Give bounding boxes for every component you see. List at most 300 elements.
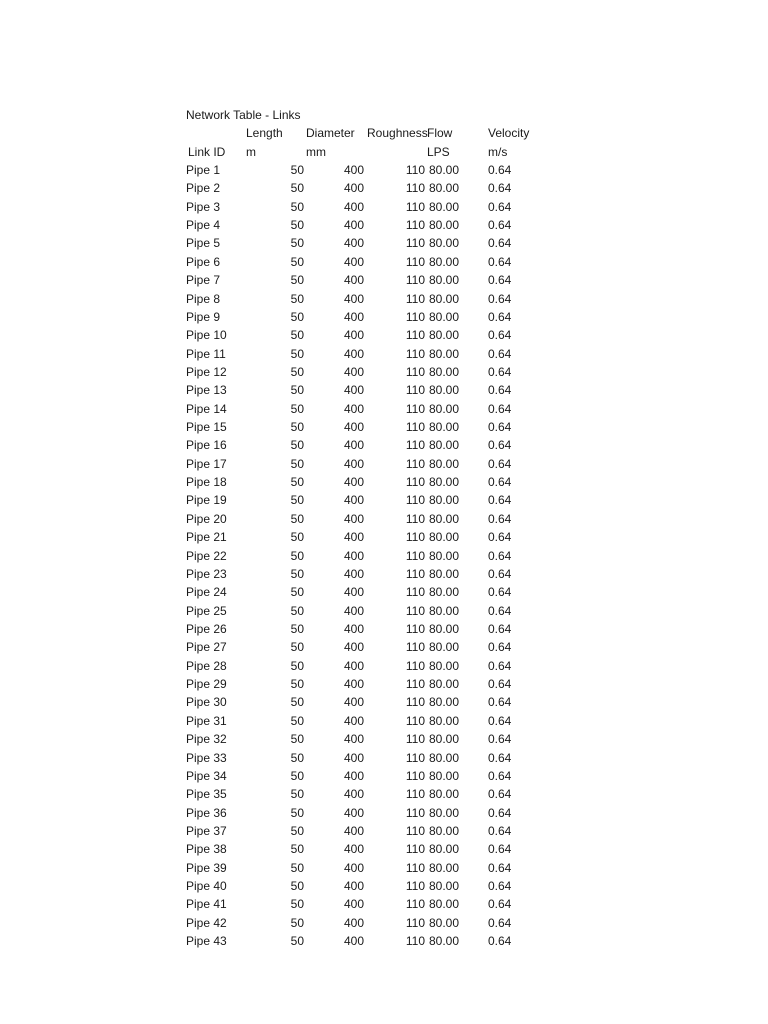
cell-length: 50 [290, 897, 304, 912]
table-row [0, 915, 768, 933]
cell-velocity: 0.64 [488, 915, 512, 930]
cell-flow: 80.00 [428, 438, 459, 453]
cell-length: 50 [290, 621, 304, 636]
cell-velocity: 0.64 [488, 860, 512, 875]
cell-velocity: 0.64 [488, 383, 512, 398]
cell-roughness: 110 [405, 732, 425, 747]
cell-diameter: 400 [343, 218, 364, 233]
cell-link-id: Pipe 35 [186, 787, 227, 802]
cell-velocity: 0.64 [488, 530, 512, 545]
cell-roughness: 110 [405, 475, 425, 490]
cell-diameter: 400 [343, 934, 364, 949]
cell-link-id: Pipe 38 [186, 842, 227, 857]
cell-flow: 80.00 [428, 401, 459, 416]
cell-flow: 80.00 [428, 823, 459, 838]
cell-link-id: Pipe 27 [186, 640, 227, 655]
cell-diameter: 400 [343, 695, 364, 710]
cell-link-id: Pipe 32 [186, 732, 227, 747]
cell-length: 50 [290, 236, 304, 251]
cell-velocity: 0.64 [488, 823, 512, 838]
cell-flow: 80.00 [428, 860, 459, 875]
table-row [0, 437, 768, 455]
cell-length: 50 [290, 566, 304, 581]
cell-roughness: 110 [405, 309, 425, 324]
cell-roughness: 110 [405, 842, 425, 857]
cell-diameter: 400 [343, 493, 364, 508]
cell-flow: 80.00 [428, 420, 459, 435]
cell-velocity: 0.64 [488, 695, 512, 710]
cell-velocity: 0.64 [488, 475, 512, 490]
cell-diameter: 400 [343, 640, 364, 655]
table-row [0, 805, 768, 823]
cell-roughness: 110 [405, 438, 425, 453]
cell-flow: 80.00 [428, 273, 459, 288]
table-row [0, 401, 768, 419]
cell-length: 50 [290, 438, 304, 453]
cell-link-id: Pipe 11 [186, 346, 226, 361]
cell-flow: 80.00 [428, 677, 459, 692]
cell-diameter: 400 [343, 328, 364, 343]
cell-velocity: 0.64 [488, 621, 512, 636]
cell-velocity: 0.64 [488, 309, 512, 324]
cell-velocity: 0.64 [488, 677, 512, 692]
table-row [0, 694, 768, 712]
header-length-unit: m [246, 145, 256, 159]
cell-diameter: 400 [343, 658, 364, 673]
cell-velocity: 0.64 [488, 163, 512, 177]
cell-diameter: 400 [343, 475, 364, 490]
cell-link-id: Pipe 30 [186, 695, 227, 710]
cell-length: 50 [290, 291, 304, 306]
cell-link-id: Pipe 15 [186, 420, 227, 435]
cell-flow: 80.00 [428, 805, 459, 820]
cell-length: 50 [290, 695, 304, 710]
cell-link-id: Pipe 20 [186, 511, 227, 526]
cell-link-id: Pipe 12 [186, 364, 227, 379]
table-row [0, 584, 768, 602]
cell-length: 50 [290, 511, 304, 526]
cell-length: 50 [290, 181, 304, 196]
cell-diameter: 400 [343, 750, 364, 765]
cell-diameter: 400 [343, 364, 364, 379]
table-row [0, 272, 768, 290]
cell-length: 50 [290, 860, 304, 875]
cell-link-id: Pipe 24 [186, 585, 227, 600]
cell-diameter: 400 [343, 420, 364, 435]
cell-flow: 80.00 [428, 768, 459, 783]
cell-roughness: 110 [405, 548, 425, 563]
cell-length: 50 [290, 805, 304, 820]
cell-flow: 80.00 [428, 511, 459, 526]
table-title: Network Table - Links [186, 108, 301, 122]
cell-flow: 80.00 [428, 383, 459, 398]
cell-roughness: 110 [405, 860, 425, 875]
cell-diameter: 400 [343, 511, 364, 526]
table-row [0, 492, 768, 510]
cell-roughness: 110 [405, 199, 425, 214]
cell-roughness: 110 [405, 420, 425, 435]
cell-length: 50 [290, 585, 304, 600]
cell-roughness: 110 [405, 640, 425, 655]
table-row [0, 896, 768, 914]
cell-velocity: 0.64 [488, 934, 512, 949]
cell-velocity: 0.64 [488, 640, 512, 655]
cell-roughness: 110 [405, 603, 425, 618]
cell-diameter: 400 [343, 823, 364, 838]
cell-length: 50 [290, 842, 304, 857]
cell-roughness: 110 [405, 897, 425, 912]
cell-link-id: Pipe 26 [186, 621, 227, 636]
cell-link-id: Pipe 21 [186, 530, 227, 545]
cell-length: 50 [290, 309, 304, 324]
cell-velocity: 0.64 [488, 456, 512, 471]
cell-flow: 80.00 [428, 713, 459, 728]
cell-link-id: Pipe 42 [186, 915, 227, 930]
cell-diameter: 400 [343, 787, 364, 802]
cell-velocity: 0.64 [488, 364, 512, 379]
cell-length: 50 [290, 934, 304, 949]
cell-flow: 80.00 [428, 364, 459, 379]
cell-link-id: Pipe 2 [186, 181, 221, 196]
cell-roughness: 110 [405, 768, 425, 783]
table-row [0, 529, 768, 547]
cell-flow: 80.00 [428, 750, 459, 765]
cell-link-id: Pipe 16 [186, 438, 227, 453]
table-row [0, 217, 768, 235]
cell-flow: 80.00 [428, 199, 459, 214]
table-row [0, 346, 768, 364]
cell-flow: 80.00 [428, 254, 459, 269]
cell-diameter: 400 [343, 530, 364, 545]
cell-velocity: 0.64 [488, 254, 512, 269]
cell-diameter: 400 [343, 713, 364, 728]
table-row [0, 511, 768, 529]
cell-diameter: 400 [343, 805, 364, 820]
cell-roughness: 110 [405, 805, 425, 820]
table-row [0, 180, 768, 198]
cell-link-id: Pipe 28 [186, 658, 227, 673]
cell-link-id: Pipe 9 [186, 309, 221, 324]
cell-velocity: 0.64 [488, 713, 512, 728]
cell-flow: 80.00 [428, 291, 459, 306]
cell-roughness: 110 [405, 823, 425, 838]
cell-length: 50 [290, 787, 304, 802]
cell-link-id: Pipe 7 [186, 273, 221, 288]
cell-diameter: 400 [343, 897, 364, 912]
cell-flow: 80.00 [428, 493, 459, 508]
cell-roughness: 110 [405, 346, 425, 361]
table-row [0, 860, 768, 878]
cell-diameter: 400 [343, 732, 364, 747]
cell-roughness: 110 [405, 915, 425, 930]
cell-velocity: 0.64 [488, 548, 512, 563]
cell-velocity: 0.64 [488, 750, 512, 765]
cell-roughness: 110 [405, 713, 425, 728]
table-row [0, 382, 768, 400]
table-row [0, 566, 768, 584]
cell-velocity: 0.64 [488, 585, 512, 600]
cell-link-id: Pipe 8 [186, 291, 221, 306]
cell-link-id: Pipe 41 [186, 897, 227, 912]
cell-length: 50 [290, 401, 304, 416]
cell-roughness: 110 [405, 328, 425, 343]
cell-velocity: 0.64 [488, 199, 512, 214]
table-row [0, 639, 768, 657]
cell-velocity: 0.64 [488, 566, 512, 581]
cell-diameter: 400 [343, 768, 364, 783]
cell-link-id: Pipe 40 [186, 879, 227, 894]
cell-flow: 80.00 [428, 181, 459, 196]
table-row [0, 364, 768, 382]
cell-flow: 80.00 [428, 456, 459, 471]
cell-link-id: Pipe 4 [186, 218, 221, 233]
table-body [0, 162, 768, 951]
table-row [0, 291, 768, 309]
cell-roughness: 110 [405, 364, 425, 379]
cell-link-id: Pipe 31 [186, 713, 227, 728]
header-velocity: Velocity [488, 126, 530, 140]
cell-diameter: 400 [343, 199, 364, 214]
header-flow: Flow [427, 126, 453, 140]
cell-length: 50 [290, 548, 304, 563]
cell-diameter: 400 [343, 566, 364, 581]
cell-link-id: Pipe 1 [186, 163, 221, 177]
cell-velocity: 0.64 [488, 273, 512, 288]
cell-flow: 80.00 [428, 163, 459, 177]
cell-velocity: 0.64 [488, 732, 512, 747]
table-row [0, 309, 768, 327]
cell-length: 50 [290, 530, 304, 545]
cell-diameter: 400 [343, 309, 364, 324]
table-row [0, 621, 768, 639]
cell-length: 50 [290, 493, 304, 508]
cell-diameter: 400 [343, 860, 364, 875]
cell-diameter: 400 [343, 163, 364, 177]
header-flow-unit: LPS [427, 145, 450, 159]
cell-flow: 80.00 [428, 218, 459, 233]
cell-flow: 80.00 [428, 658, 459, 673]
cell-roughness: 110 [405, 236, 425, 251]
cell-velocity: 0.64 [488, 346, 512, 361]
cell-roughness: 110 [405, 291, 425, 306]
cell-roughness: 110 [405, 254, 425, 269]
cell-diameter: 400 [343, 254, 364, 269]
cell-flow: 80.00 [428, 732, 459, 747]
cell-velocity: 0.64 [488, 603, 512, 618]
cell-roughness: 110 [405, 621, 425, 636]
cell-roughness: 110 [405, 677, 425, 692]
cell-link-id: Pipe 6 [186, 254, 221, 269]
cell-roughness: 110 [405, 383, 425, 398]
table-row [0, 878, 768, 896]
table-row [0, 327, 768, 345]
table-row [0, 731, 768, 749]
cell-diameter: 400 [343, 438, 364, 453]
table-row [0, 750, 768, 768]
cell-diameter: 400 [343, 621, 364, 636]
table-row [0, 823, 768, 841]
cell-roughness: 110 [405, 181, 425, 196]
cell-link-id: Pipe 18 [186, 475, 227, 490]
table-row [0, 419, 768, 437]
cell-length: 50 [290, 199, 304, 214]
cell-flow: 80.00 [428, 787, 459, 802]
cell-roughness: 110 [405, 218, 425, 233]
cell-link-id: Pipe 36 [186, 805, 227, 820]
cell-velocity: 0.64 [488, 768, 512, 783]
cell-velocity: 0.64 [488, 658, 512, 673]
cell-flow: 80.00 [428, 695, 459, 710]
table-row [0, 548, 768, 566]
cell-roughness: 110 [405, 401, 425, 416]
cell-diameter: 400 [343, 291, 364, 306]
cell-velocity: 0.64 [488, 181, 512, 196]
cell-length: 50 [290, 768, 304, 783]
cell-flow: 80.00 [428, 879, 459, 894]
cell-length: 50 [290, 254, 304, 269]
cell-roughness: 110 [405, 787, 425, 802]
cell-roughness: 110 [405, 273, 425, 288]
table-row [0, 786, 768, 804]
cell-length: 50 [290, 475, 304, 490]
cell-roughness: 110 [405, 456, 425, 471]
cell-flow: 80.00 [428, 236, 459, 251]
cell-length: 50 [290, 420, 304, 435]
cell-length: 50 [290, 328, 304, 343]
cell-diameter: 400 [343, 346, 364, 361]
table-row [0, 658, 768, 676]
cell-velocity: 0.64 [488, 511, 512, 526]
table-row [0, 603, 768, 621]
cell-flow: 80.00 [428, 603, 459, 618]
cell-roughness: 110 [405, 566, 425, 581]
cell-length: 50 [290, 456, 304, 471]
header-diameter-unit: mm [306, 145, 326, 159]
table-row [0, 713, 768, 731]
cell-velocity: 0.64 [488, 328, 512, 343]
cell-velocity: 0.64 [488, 879, 512, 894]
cell-velocity: 0.64 [488, 438, 512, 453]
cell-velocity: 0.64 [488, 897, 512, 912]
cell-velocity: 0.64 [488, 787, 512, 802]
cell-length: 50 [290, 732, 304, 747]
cell-length: 50 [290, 677, 304, 692]
cell-link-id: Pipe 14 [186, 401, 227, 416]
cell-flow: 80.00 [428, 640, 459, 655]
cell-length: 50 [290, 383, 304, 398]
cell-diameter: 400 [343, 585, 364, 600]
cell-length: 50 [290, 823, 304, 838]
cell-link-id: Pipe 17 [186, 456, 227, 471]
cell-velocity: 0.64 [488, 218, 512, 233]
cell-link-id: Pipe 25 [186, 603, 227, 618]
cell-flow: 80.00 [428, 897, 459, 912]
table-row [0, 841, 768, 859]
cell-link-id: Pipe 13 [186, 383, 227, 398]
header-diameter: Diameter [306, 126, 355, 140]
cell-roughness: 110 [405, 511, 425, 526]
cell-length: 50 [290, 658, 304, 673]
table-row [0, 474, 768, 492]
cell-roughness: 110 [405, 879, 425, 894]
cell-diameter: 400 [343, 842, 364, 857]
table-row [0, 933, 768, 951]
cell-flow: 80.00 [428, 842, 459, 857]
header-roughness: Roughness [367, 126, 428, 140]
cell-diameter: 400 [343, 273, 364, 288]
cell-link-id: Pipe 10 [186, 328, 227, 343]
cell-length: 50 [290, 364, 304, 379]
cell-diameter: 400 [343, 401, 364, 416]
cell-roughness: 110 [405, 493, 425, 508]
cell-flow: 80.00 [428, 346, 459, 361]
header-link-id: Link ID [188, 145, 226, 159]
cell-length: 50 [290, 915, 304, 930]
cell-flow: 80.00 [428, 915, 459, 930]
cell-link-id: Pipe 22 [186, 548, 227, 563]
cell-roughness: 110 [405, 695, 425, 710]
table-row [0, 254, 768, 272]
cell-flow: 80.00 [428, 548, 459, 563]
cell-velocity: 0.64 [488, 842, 512, 857]
cell-diameter: 400 [343, 548, 364, 563]
cell-link-id: Pipe 5 [186, 236, 221, 251]
cell-flow: 80.00 [428, 585, 459, 600]
cell-length: 50 [290, 713, 304, 728]
cell-flow: 80.00 [428, 328, 459, 343]
cell-length: 50 [290, 879, 304, 894]
cell-roughness: 110 [405, 530, 425, 545]
cell-roughness: 110 [405, 658, 425, 673]
header-velocity-unit: m/s [488, 145, 508, 159]
cell-velocity: 0.64 [488, 805, 512, 820]
cell-flow: 80.00 [428, 934, 459, 949]
cell-link-id: Pipe 33 [186, 750, 227, 765]
table-row [0, 162, 768, 180]
cell-flow: 80.00 [428, 566, 459, 581]
table-row [0, 235, 768, 253]
cell-flow: 80.00 [428, 530, 459, 545]
cell-length: 50 [290, 750, 304, 765]
cell-flow: 80.00 [428, 621, 459, 636]
cell-link-id: Pipe 3 [186, 199, 221, 214]
cell-flow: 80.00 [428, 475, 459, 490]
cell-velocity: 0.64 [488, 420, 512, 435]
cell-length: 50 [290, 163, 304, 177]
cell-length: 50 [290, 603, 304, 618]
cell-link-id: Pipe 43 [186, 934, 227, 949]
table-row [0, 768, 768, 786]
cell-diameter: 400 [343, 236, 364, 251]
cell-diameter: 400 [343, 456, 364, 471]
cell-length: 50 [290, 640, 304, 655]
cell-diameter: 400 [343, 677, 364, 692]
cell-link-id: Pipe 39 [186, 860, 227, 875]
cell-velocity: 0.64 [488, 291, 512, 306]
cell-flow: 80.00 [428, 309, 459, 324]
cell-diameter: 400 [343, 383, 364, 398]
cell-link-id: Pipe 29 [186, 677, 227, 692]
cell-roughness: 110 [405, 585, 425, 600]
table-row [0, 676, 768, 694]
cell-velocity: 0.64 [488, 493, 512, 508]
cell-velocity: 0.64 [488, 236, 512, 251]
cell-length: 50 [290, 346, 304, 361]
cell-roughness: 110 [405, 163, 425, 177]
cell-velocity: 0.64 [488, 401, 512, 416]
cell-diameter: 400 [343, 603, 364, 618]
cell-diameter: 400 [343, 915, 364, 930]
